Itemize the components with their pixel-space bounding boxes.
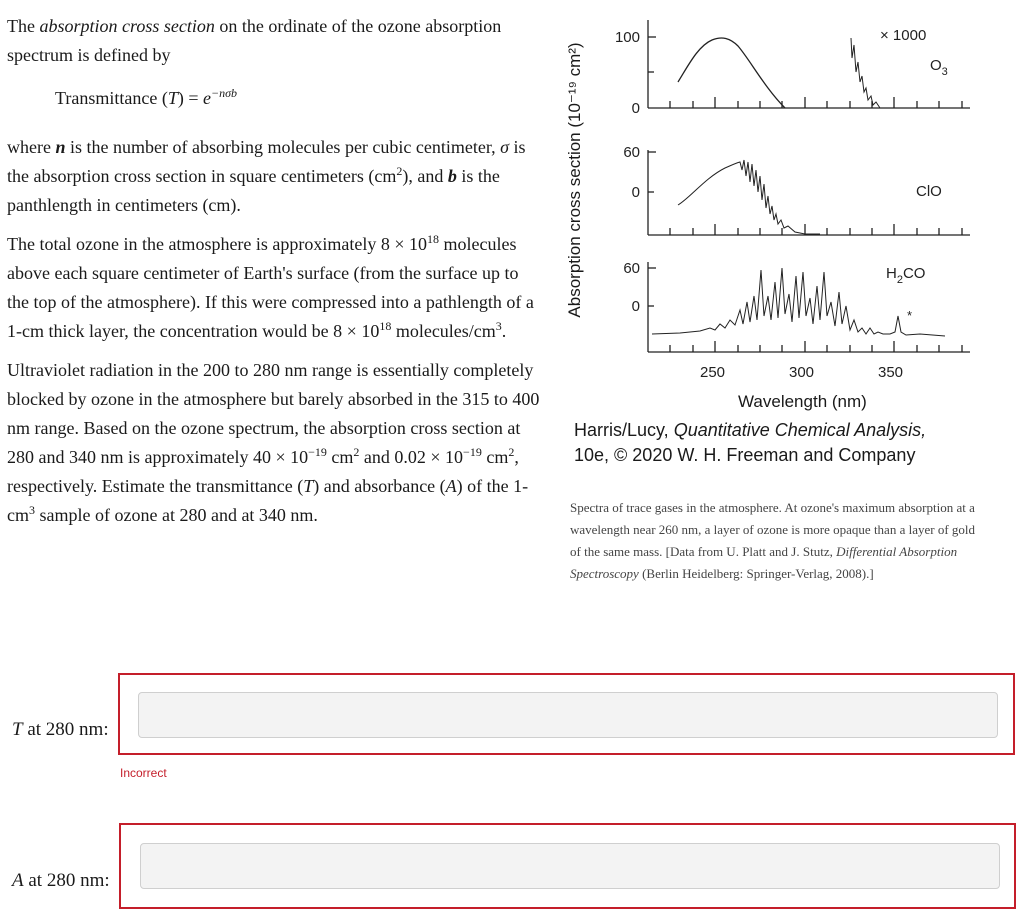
answer-input-T-280[interactable] [138,692,998,738]
panel2-tick-top: 60 [623,144,640,161]
answer-row-A-280 [0,823,1024,911]
panel1-ticks [670,97,962,108]
answer-input-A-280[interactable] [140,843,1000,889]
panel1-tick-zero: 0 [631,100,640,117]
panel3-species-label: $H_2CO$ [886,265,926,286]
figure-credit: Harris/Lucy, Quantitative Chemical Analysis, 10e, © 2020 W. H. Freeman and Company [574,420,927,465]
panel1-multiplier: × 1000 [880,27,927,44]
answer-label-A-280: A at 280 nm: [12,870,110,891]
panel2-ticks [670,224,962,235]
ozone-spectrum-curve [678,38,785,108]
figure-caption: Spectra of trace gases in the atmosphere. At ozone's maximum absorption at a wavelength near 260 nm, a layer of ozone is more opaque than a layer of gold of the same mass. [Data from U. Platt and J. Stutz, Differential Absorption Spectroscopy (Berlin Heidelberg: Springer-Verlag, 2008).] [570,500,976,581]
answer-status-T-280: Incorrect [120,766,167,780]
spectra-figure [560,10,980,381]
answer-label-T-280: T at 280 nm: [12,719,109,740]
panel3-tick-top: 60 [623,260,640,277]
x-tick-300: 300 [789,364,815,381]
y-axis-label: Absorption cross section (10⁻¹⁹ cm²) [565,42,584,318]
variables-paragraph: where n is the number of absorbing molecules per cubic centimeter, σ is the absorption cross section in square centimeters $(cm^2)$, and b is the panthlength in centimeters (cm). [7,137,526,215]
panel3-ticks [670,341,962,352]
definition-paragraph: The absorption cross section on the ordinate of the ozone absorption spectrum is defined by [7,16,502,65]
transmittance-equation: Transmittance $(T) = e^{-n\sigma b}$ [55,86,238,108]
answer-box-A-280 [119,823,1016,909]
clo-spectrum-curve [678,160,820,234]
answer-row-T-280 [0,673,1024,783]
panel3-marker: * [907,308,913,323]
question-paragraph: Ultraviolet radiation in the 200 to 280 nm range is essentially completely blocked by ozone in the atmosphere but barely absorbed in the 315 to 400 nm range. Based on the ozone spectrum, the absorption cross section at 280 and 340 nm is approximately $40 \times 10^{-19}$ $cm^2$ and $0.02 \times 10^{-19}$ $cm^2$, respectively. Estimate the transmittance (T) and absorbance (A) of the $1-cm^3$ sample of ozone at 280 and at 340 nm. [7,360,540,525]
spectra-plot [560,10,980,381]
ozone-x1000-curve [851,38,880,108]
ozone-total-paragraph: The total ozone in the atmosphere is approximately $8 \times 10^{18}$ molecules above each square centimeter of Earth's surface (from the surface up to the top of the atmosphere). If this were compressed into a pathlength of a 1-cm thick layer, the concentration would be $8 \times 10^{18}$ molecules/$cm^3$. [7,232,534,341]
answer-box-T-280 [118,673,1015,755]
panel1-species-label: $O_3$ [930,57,948,78]
x-tick-350: 350 [878,364,904,381]
panel1-tick-top: 100 [614,29,640,46]
x-tick-250: 250 [700,364,726,381]
panel3-tick-zero: 0 [631,298,640,315]
panel2-tick-zero: 0 [631,184,640,201]
panel2-species-label: ClO [916,183,942,200]
problem-text [7,12,542,540]
x-axis-label: Wavelength (nm) [738,392,867,411]
